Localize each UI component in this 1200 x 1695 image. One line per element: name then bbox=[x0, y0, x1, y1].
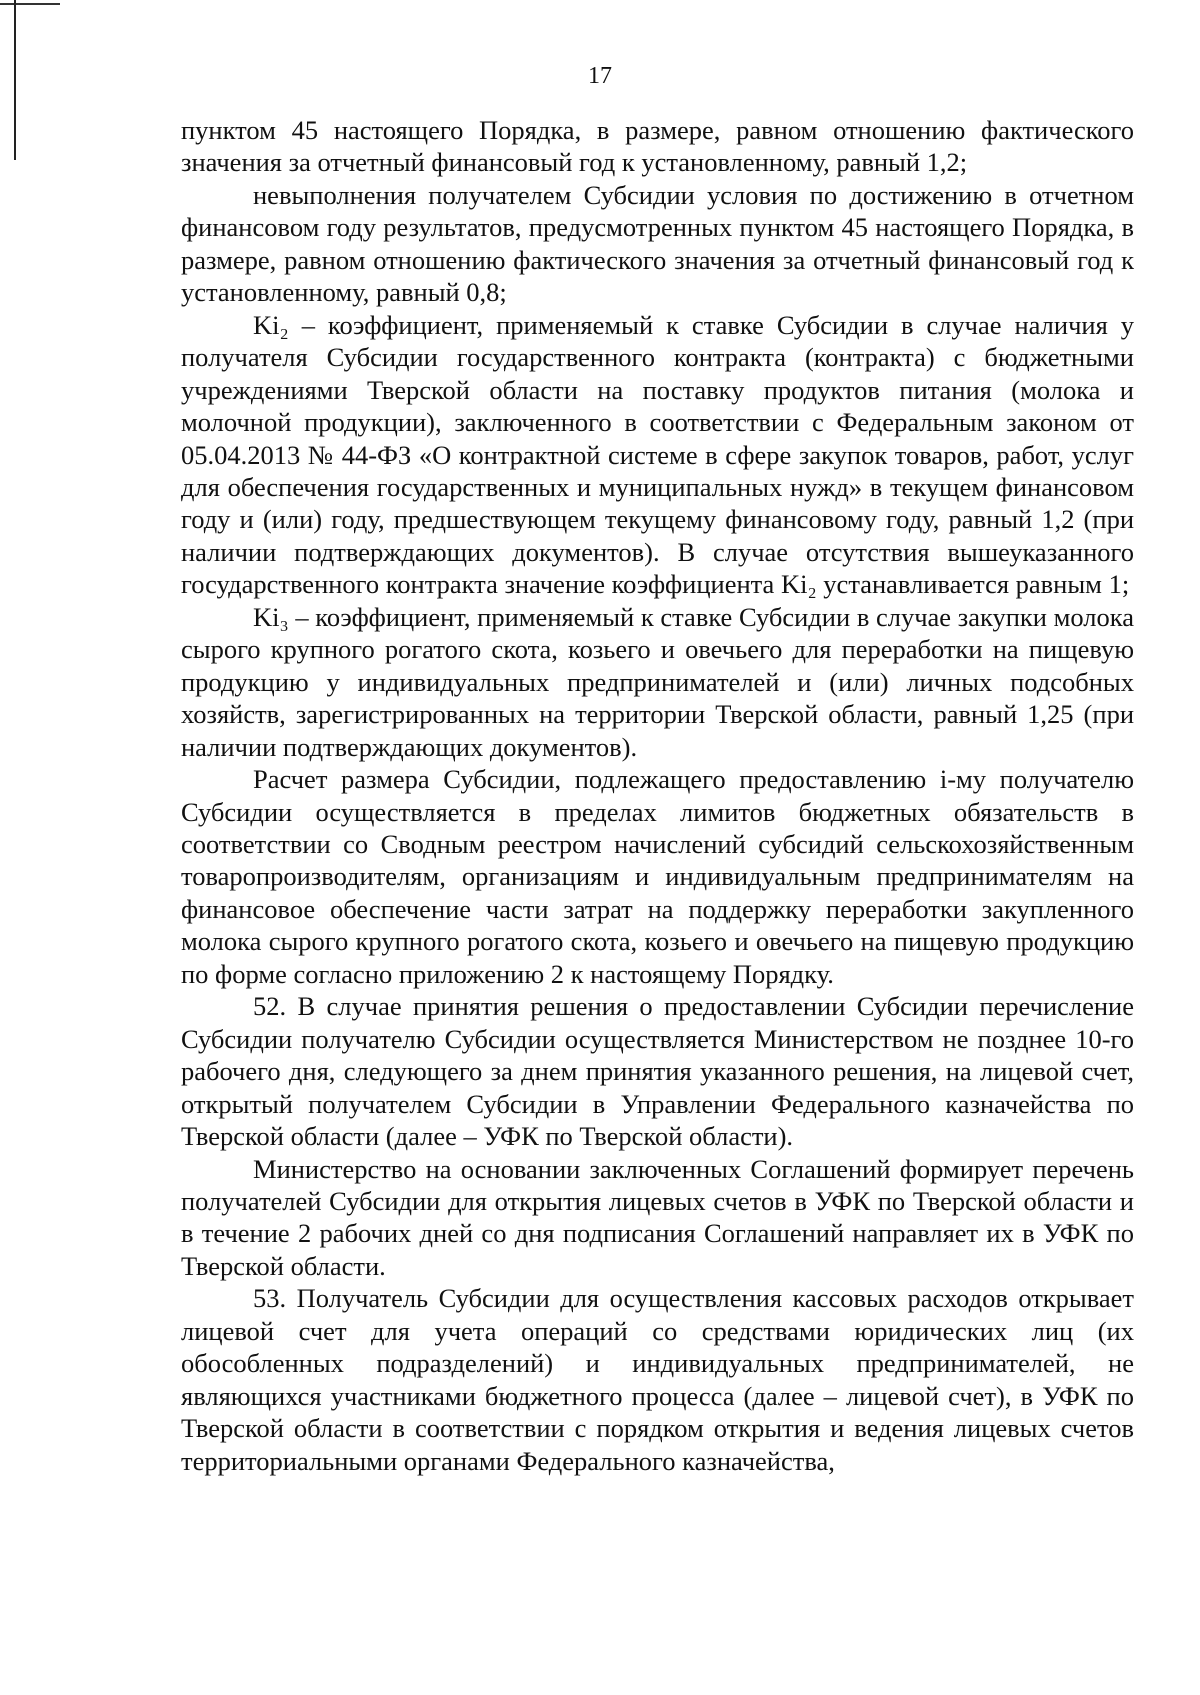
paragraph-ki3: Ki₃ – коэффициент, применяемый к ставке Субсидии в случае закупки молока сырого крупного рогатого скота, козьего и овечьего для переработки на пищевую продукцию у индивидуальных предпринимателей и (или) личных подсобных хозяйств, зарегистрированных на территории Тверской области, равный 1,25 (при наличии подтверждающих документов). bbox=[181, 601, 1134, 762]
paragraph-1: пунктом 45 настоящего Порядка, в размере, равном отношению фактического значения за отчетный финансовый год к установленному, равный 1,2; bbox=[181, 115, 1134, 178]
paragraph-ministry: Министерство на основании заключенных Соглашений формирует перечень получателей Субсидии для открытия лицевых счетов в УФК по Тверской области и в течение 2 рабочих дней со дня подписания Соглашений направляет их в УФК по Тверской области. bbox=[181, 1153, 1134, 1281]
paragraph-2: невыполнения получателем Субсидии условия по достижению в отчетном финансовом году результатов, предусмотренных пунктом 45 настоящего Порядка, в размере, равном отношению фактического значения за отчетный финансовый год к установленному, равный 0,8; bbox=[181, 179, 1134, 308]
paragraph-ki2: Ki₂ – коэффициент, применяемый к ставке Субсидии в случае наличия у получателя Субсидии государственного контракта (контракта) с бюджетными учреждениями Тверской области на поставку продуктов питания (молока и молочной продукции), заключенного в соответствии с Федеральным законом от 05.04.2013 № 44-ФЗ «О контрактной системе в сфере закупок товаров, работ, услуг для обеспечения государственных и муниципальных нужд» в текущем финансовом году и (или) году, предшествующем текущему финансовому году, равный 1,2 (при наличии подтверждающих документов). В случае отсутствия вышеуказанного государственного контракта значение коэффициента Ki₂ устанавливается равным 1; bbox=[181, 309, 1134, 600]
scan-edge-top bbox=[0, 3, 60, 5]
paragraph-53: 53. Получатель Субсидии для осуществления кассовых расходов открывает лицевой счет для учета операций со средствами юридических лиц (их обособленных подразделений) и индивидуальных предпринимателей, не являющихся участниками бюджетного процесса (далее – лицевой счет), в УФК по Тверской области в соответствии с порядком открытия и ведения лицевых счетов территориальными органами Федерального казначейства, bbox=[181, 1283, 1134, 1476]
page-number: 17 bbox=[588, 63, 612, 89]
document-body bbox=[181, 114, 1134, 1477]
paragraph-52: 52. В случае принятия решения о предоставлении Субсидии перечисление Субсидии получателю Субсидии осуществляется Министерством не позднее 10-го рабочего дня, следующего за днем принятия указанного решения, на лицевой счет, открытый получателем Субсидии в Управлении Федерального казначейства по Тверской области (далее – УФК по Тверской области). bbox=[181, 991, 1134, 1152]
paragraph-calculation: Расчет размера Субсидии, подлежащего предоставлению i-му получателю Субсидии осуществляется в пределах лимитов бюджетных обязательств в соответствии со Сводным реестром начислений субсидий сельскохозяйственным товаропроизводителям, организациям и индивидуальным предпринимателям на финансовое обеспечение части затрат на поддержку переработки закупленного молока сырого крупного рогатого скота, козьего и овечьего на пищевую продукцию по форме согласно приложению 2 к настоящему Порядку. bbox=[181, 764, 1134, 989]
